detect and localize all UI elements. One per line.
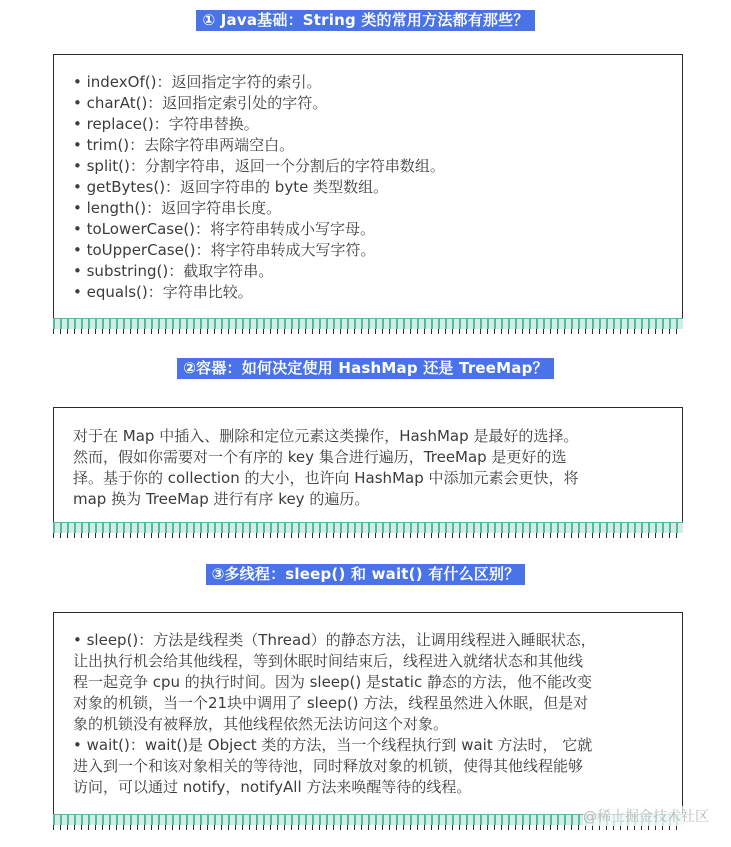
section-3-title: ③多线程：sleep() 和 wait() 有什么区别？ — [206, 564, 526, 585]
list-item: • substring()：截取字符串。 — [73, 262, 274, 280]
list-item: • indexOf()：返回指定字符的索引。 — [73, 73, 322, 91]
section-2-body — [54, 408, 682, 510]
paragraph-line: 对于在 Map 中插入、删除和定位元素这类操作，HashMap 是最好的选择。 — [73, 427, 579, 445]
section-1-list — [54, 55, 682, 303]
section-3-body — [54, 613, 682, 798]
section-2-box — [53, 407, 683, 523]
list-item: • equals()：字符串比较。 — [73, 283, 253, 301]
section-2-title-wrap — [0, 358, 731, 379]
list-item: • trim()：去除字符串两端空白。 — [73, 136, 295, 154]
paragraph-line: 象的机锁没有被释放，其他线程依然无法访问这个对象。 — [73, 715, 449, 733]
section-1-title: ① Java基础：String 类的常用方法都有那些？ — [196, 10, 534, 31]
section-2-stripe — [53, 522, 683, 533]
section-1-title-wrap — [0, 10, 731, 31]
paragraph-line: 对象的机锁，当一个21块中调用了 sleep() 方法，线程虽然进入休眠，但是对 — [73, 694, 589, 712]
list-item: • split()：分割字符串，返回一个分割后的字符串数组。 — [73, 157, 445, 175]
section-1-stripe — [53, 318, 683, 329]
section-3-title-wrap — [0, 564, 731, 585]
section-1-stripe-ticks — [53, 329, 683, 334]
list-item: • getBytes()：返回字符串的 byte 类型数组。 — [73, 178, 389, 196]
section-2-title: ②容器：如何决定使用 HashMap 还是 TreeMap？ — [177, 358, 554, 379]
watermark: @稀土掘金技术社区 — [583, 806, 709, 826]
section-2-stripe-ticks — [53, 533, 683, 538]
paragraph-line: • wait()：wait()是 Object 类的方法，当一个线程执行到 wait 方法时， 它就 — [73, 736, 593, 754]
section-3-box — [53, 612, 683, 815]
section-1-box — [53, 54, 683, 319]
paragraph-line: 让出执行机会给其他线程，等到休眠时间结束后，线程进入就绪状态和其他线 — [73, 652, 584, 670]
paragraph-line: 进入到一个和该对象相关的等待池，同时释放对象的机锁，使得其他线程能够 — [73, 757, 584, 775]
list-item: • length()：返回字符串长度。 — [73, 199, 282, 217]
list-item: • toUpperCase()：将字符串转成大写字符。 — [73, 241, 376, 259]
paragraph-line: 程一起竞争 cpu 的执行时间。因为 sleep() 是static 静态的方法，他不能改变 — [73, 673, 592, 691]
paragraph-line: 然而，假如你需要对一个有序的 key 集合进行遍历，TreeMap 是更好的选 — [73, 448, 567, 466]
paragraph-line: map 换为 TreeMap 进行有序 key 的遍历。 — [73, 490, 370, 508]
list-item: • charAt()：返回指定索引处的字符。 — [73, 94, 328, 112]
paragraph-line: 择。基于你的 collection 的大小，也许向 HashMap 中添加元素会更快，将 — [73, 469, 579, 487]
paragraph-line: 访问，可以通过 notify，notifyAll 方法来唤醒等待的线程。 — [73, 778, 472, 796]
list-item: • replace()：字符串替换。 — [73, 115, 259, 133]
list-item: • toLowerCase()：将字符串转成小写字母。 — [73, 220, 376, 238]
paragraph-line: • sleep()：方法是线程类（Thread）的静态方法，让调用线程进入睡眠状态， — [73, 631, 596, 649]
